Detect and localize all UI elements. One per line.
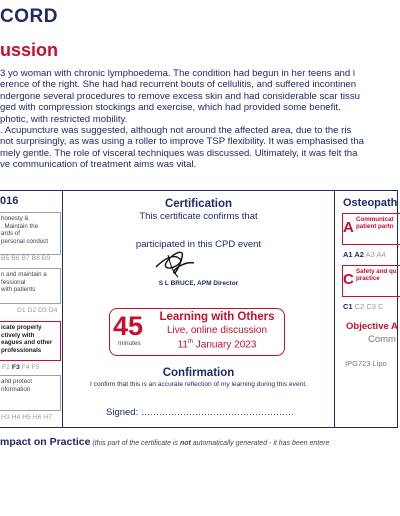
signer-name: S L BRUCE, APM Director — [158, 280, 239, 287]
standard-text: professionals — [1, 346, 42, 354]
paragraph-line: ve communication of treatment aims was vital. — [0, 159, 197, 171]
confirmation-statement: I confirm that this is an accurate reflection of my learning during this event. — [90, 381, 307, 388]
duration-value: 45 — [113, 311, 144, 341]
certification-heading: Certification — [164, 198, 233, 210]
osteopath-header: Osteopath — [343, 197, 398, 209]
confirmation-heading: Confirmation — [162, 367, 235, 379]
standard-text: ctively with — [1, 331, 35, 339]
certification-line2: participated in this CPD event — [135, 239, 262, 250]
competency-letter-c: C — [343, 271, 354, 288]
paragraph-line: not surprisingly, as was using a roller to improve TSP flexibility. It was emphasised tha — [0, 136, 365, 148]
competency-codes-c: C1 C2 C3 C — [343, 302, 384, 311]
competency-text: practice — [356, 275, 380, 283]
standard-codes-b: B5 B6 B7 B8 B9 — [1, 255, 51, 262]
standard-text: personal conduct — [1, 237, 49, 245]
duration-label: minutes — [118, 340, 141, 347]
competency-codes-a: A1 A2 A3 A4 — [343, 250, 386, 259]
standards-header: 016 — [0, 195, 19, 207]
event-format: Live, online discussion — [166, 325, 268, 336]
standard-text: eagues and other — [1, 339, 53, 347]
competency-text-c — [356, 268, 397, 283]
competency-text-a — [356, 216, 393, 231]
event-title: Learning with Others — [159, 311, 275, 323]
standard-box-f-selected — [0, 321, 61, 361]
standard-box-b — [0, 212, 61, 255]
paragraph-line: ged with compression stockings and exercise, which had provided some benefit. — [0, 102, 341, 114]
paragraph-line: 3 yo woman with chronic lymphoedema. The condition had begun in her teens and i — [0, 68, 356, 79]
standard-text: . Maintain the — [1, 222, 39, 230]
competency-letter-a: A — [343, 219, 354, 236]
signature-line[interactable]: …………………………………………… — [141, 407, 294, 417]
standard-text: and protect — [1, 378, 32, 385]
standard-text: honesty & — [1, 215, 29, 222]
standard-codes-d: D1 D2 D3 D4 — [17, 307, 58, 314]
section-title: ussion — [0, 40, 59, 60]
event-date: 11th January 2023 — [177, 339, 257, 351]
paragraph-line: ndergone several procedures to remove excess skin and had considerable scar tissu — [0, 90, 360, 102]
objective-sub: Comm — [368, 334, 396, 345]
standard-codes-h: H3 H4 H5 H6 H7 — [1, 414, 52, 421]
standard-text: icate properly — [1, 324, 42, 331]
standard-text: ards of — [1, 230, 20, 238]
competency-text: Communicat — [356, 216, 394, 223]
reference-code: IPG723 Lipo — [345, 359, 387, 368]
standard-box-d — [0, 268, 61, 304]
competency-text: Safety and qu — [356, 268, 397, 275]
paragraph-line: erence of the right. She had had recurrent bouts of cellulitis, and suffered incontinen — [0, 79, 357, 91]
signed-label: Signed: — [106, 407, 139, 418]
standard-box-h — [0, 375, 61, 411]
paragraph-line: mely gentle. The role of visceral techniques was discussed. Ultimately, it was felt tha — [0, 147, 358, 159]
objective-label: Objective A — [346, 321, 398, 332]
impact-on-practice-heading: mpact on Practice (this part of the certificate is not automatically generated - it has been entere — [0, 436, 330, 448]
paragraph-line: photic, with restricted mobility. — [0, 113, 128, 125]
certification-line1: This certificate confirms that — [139, 211, 258, 222]
case-description — [0, 68, 400, 171]
director-signature-icon — [150, 245, 200, 279]
standard-text: fessional — [1, 278, 26, 286]
paragraph-line: . Acupuncture was suggested, although not around the affected area, due to the ris — [0, 125, 352, 137]
standard-codes-f: F2 F3 F4 F5 — [2, 364, 40, 371]
competency-text: patient partn — [356, 223, 394, 231]
certificate-title: CORD — [0, 6, 58, 27]
standard-text: n and maintain a — [1, 271, 47, 278]
standard-text: nformation — [1, 385, 31, 393]
standard-text: with patients — [1, 286, 36, 294]
